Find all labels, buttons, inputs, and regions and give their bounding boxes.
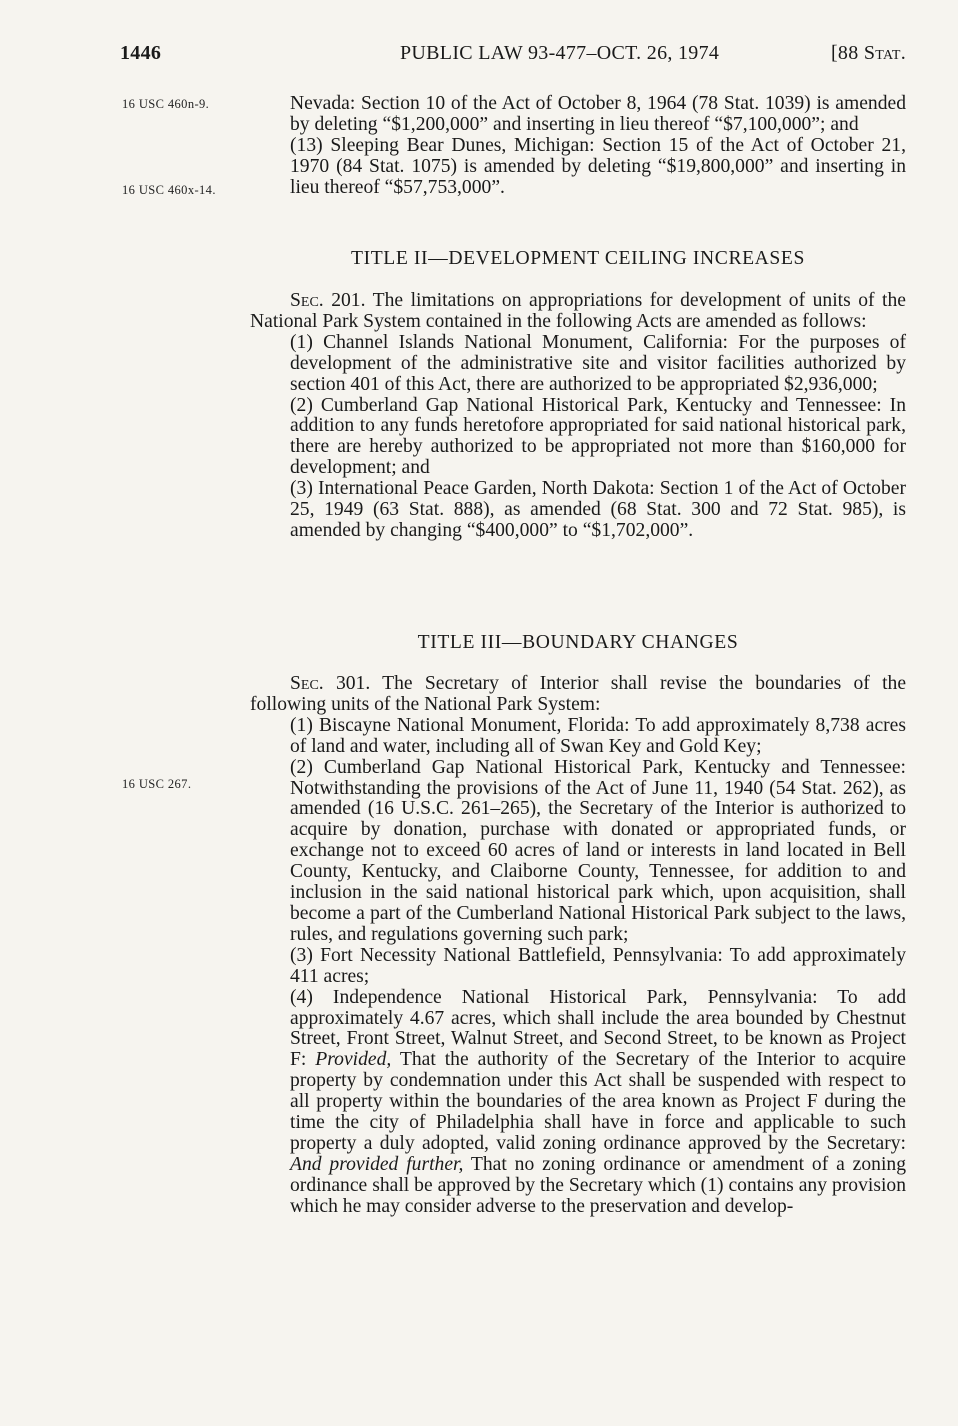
sleeping-bear-paragraph bbox=[250, 136, 906, 199]
sec-201-intro bbox=[250, 291, 906, 333]
sec-301-item-3: (3) Fort Necessity National Battlefield, Pennsylvania: To add approximately 411 acres; bbox=[290, 944, 906, 987]
title-ii-body bbox=[250, 291, 906, 542]
sec-201-text: The limitations on appropriations for development of units of the National Park System contained in the following Acts are amended as follows: bbox=[250, 290, 906, 332]
sec-201-item-3: (3) International Peace Garden, North Dakota: Section 1 of the Act of October 25, 1949 (63 Stat. 888), as amended (68 Stat. 300 and 72 Stat. 985), is amended by changing “$400,000” to “$1,702,000”. bbox=[290, 478, 906, 541]
sec-301-item-1: (1) Biscayne National Monument, Florida: To add approximately 8,738 acres of land and water, including all of Swan Key and Gold Key; bbox=[290, 714, 906, 757]
nevada-paragraph: Nevada: Section 10 of the Act of October 8, 1964 (78 Stat. 1039) is amended by deleting “$1,200,000” and inserting in lieu thereof “$7,100,000”; and bbox=[290, 93, 906, 135]
title-ii-heading: TITLE II—DEVELOPMENT CEILING INCREASES bbox=[351, 248, 805, 269]
provided-clause: Provided, bbox=[315, 1049, 392, 1071]
sec-201-label: Sec. 201. bbox=[290, 290, 366, 311]
sec-301-label: Sec. 301. bbox=[290, 673, 371, 694]
section-top bbox=[250, 94, 906, 199]
page-number: 1446 bbox=[120, 42, 162, 64]
sec-301-text: The Secretary of Interior shall revise the boundaries of the following units of the National Park System: bbox=[250, 673, 907, 715]
item-4-part-c: That no zoning ordinance or amendment of a zoning ordinance shall be approved by the Secretary which (1) contains any provision which he may consider adverse to the preservation and develop- bbox=[290, 1153, 907, 1217]
provided-further-clause: And provided further, bbox=[290, 1153, 464, 1175]
item-4-part-a: (4) Independence National Historical Park, Pennsylvania: To add approximately 4.67 acres, which shall include the area bounded by Chestnut Street, Front Street, Walnut Street, and Second Street, to be known as Project F: bbox=[290, 986, 906, 1071]
statute-reference: [88 Stat. bbox=[830, 42, 906, 64]
page-header bbox=[120, 42, 906, 72]
item-4-part-b: That the authority of the Secretary of the Interior to acquire property by condemnation under this Act shall be suspended with respect to all property within the boundaries of the area known as Project F during the time the city of Philadelphia shall have in force and applicable to such property a duly adopted, valid zoning ordinance approved by the Secretary: bbox=[290, 1049, 906, 1154]
margin-note-460x-14: 16 USC 460x-14. bbox=[122, 183, 216, 197]
margin-note-267: 16 USC 267. bbox=[122, 777, 192, 791]
sec-301-item-4 bbox=[250, 988, 906, 1218]
sec-301-intro bbox=[250, 674, 906, 716]
sleeping-bear-text: (13) Sleeping Bear Dunes, Michigan: Section 15 of the Act of October 21, 1970 (84 Stat. 1075) is amended by deleting “$19,800,000” and inserting in lieu thereof “$57,753,000”. bbox=[290, 134, 906, 198]
sec-301-item-2: (2) Cumberland Gap National Historical Park, Kentucky and Tennessee: Notwithstanding the provisions of the Act of June 11, 1940 (54 Stat. 262), as amended (16 U.S.C. 261–265), the Secretary of the Interior is authorized to acquire by donation, purchase with donated or appropriated funds, or exchange not to exceed 60 acres of land or interests in land located in Bell County, Kentucky, and Claiborne County, Tennessee, for addition to and inclusion in the said national historical park which, upon acquisition, shall become a part of the Cumberland National Historical Park subject to the laws, rules, and regulations governing such park; bbox=[290, 756, 906, 945]
sec-201-item-2: (2) Cumberland Gap National Historical Park, Kentucky and Tennessee: In addition to any funds heretofore appropriated for said national historical park, there are hereby authorized to be appropriated not more than $160,000 for development; and bbox=[290, 394, 906, 479]
title-iii-heading: TITLE III—BOUNDARY CHANGES bbox=[417, 632, 739, 653]
title-iii-body bbox=[250, 674, 906, 1218]
sec-201-item-1: (1) Channel Islands National Monument, California: For the purposes of development of the administrative site and visitor facilities authorized by section 401 of this Act, there are authorized to be appropriated $2,936,000; bbox=[290, 331, 906, 395]
running-title: PUBLIC LAW 93-477–OCT. 26, 1974 bbox=[400, 42, 720, 64]
margin-note-460n-9: 16 USC 460n-9. bbox=[122, 97, 210, 111]
